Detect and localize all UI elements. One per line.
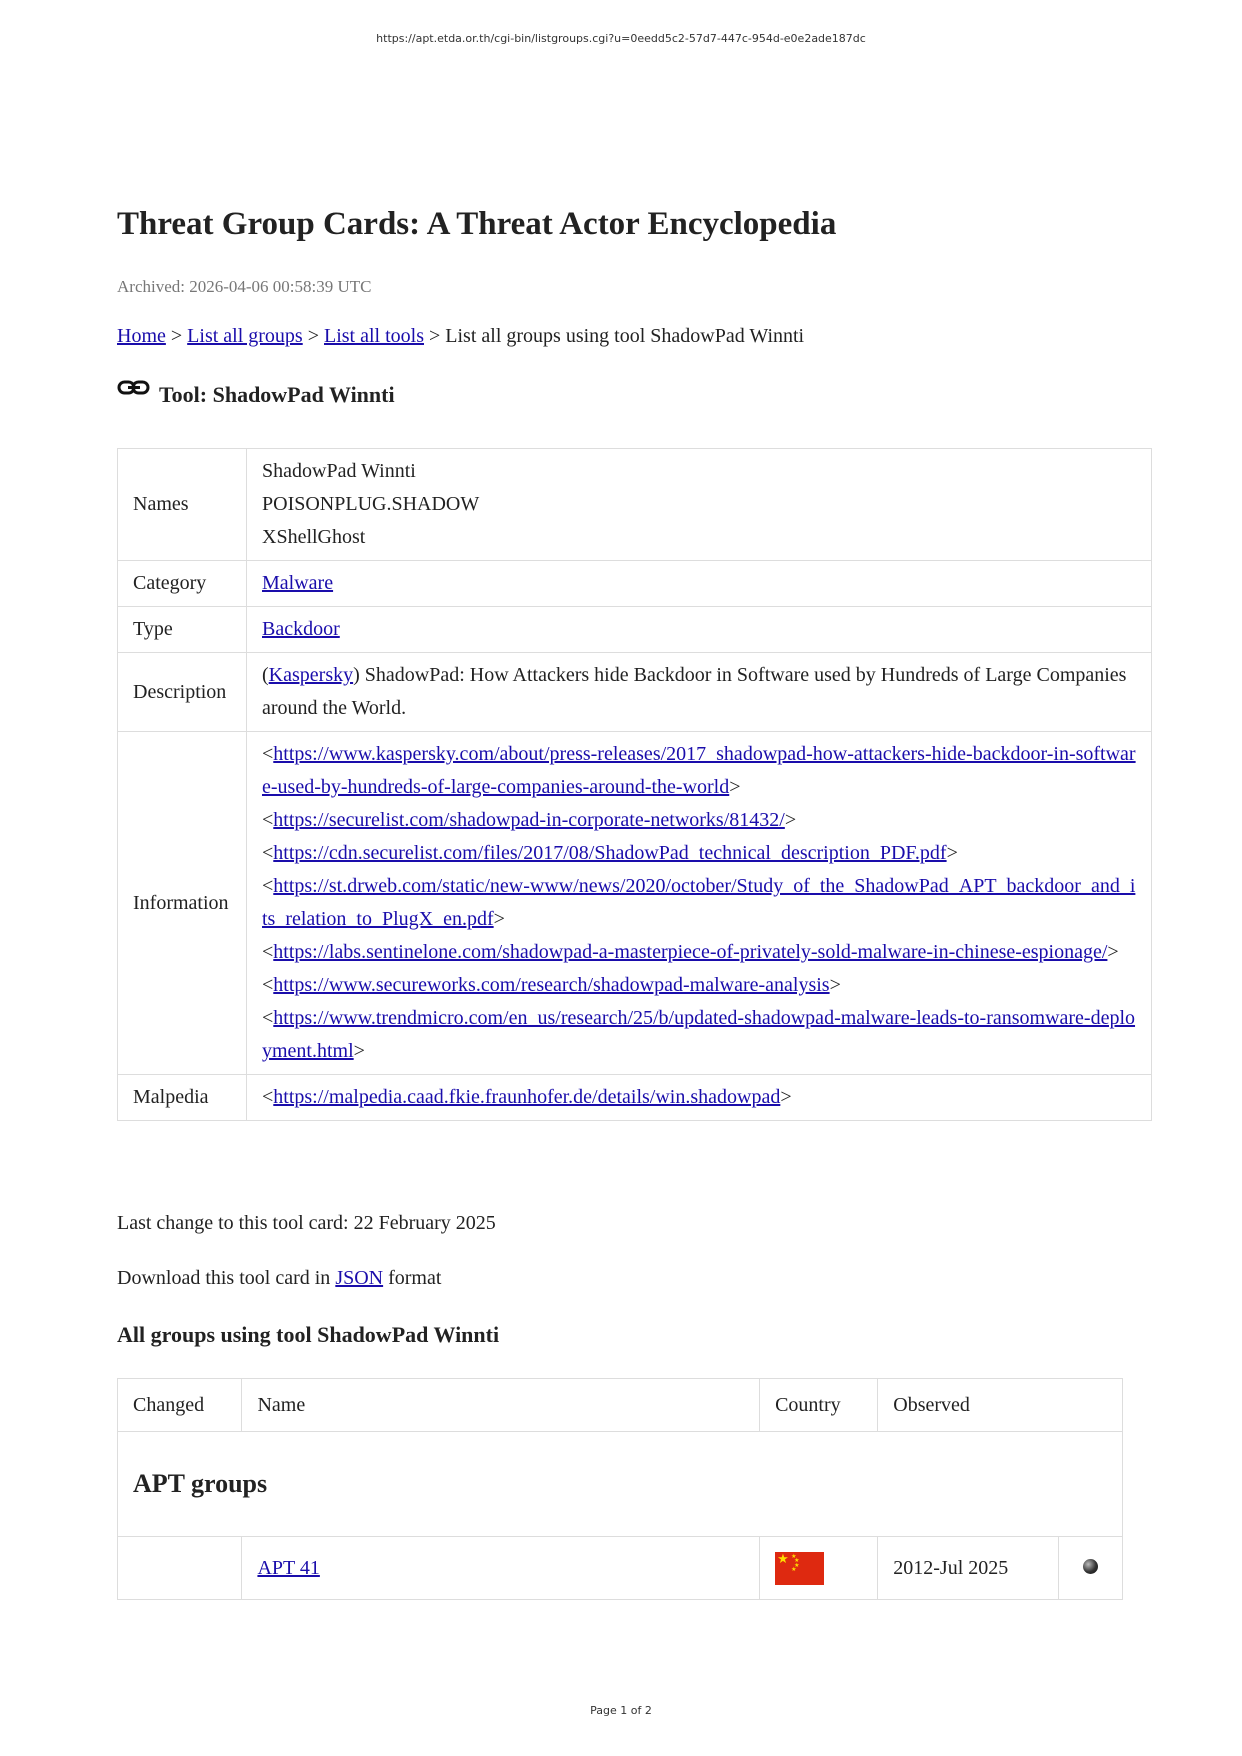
china-flag-icon: ★ ★ ★ ★ ★ <box>775 1552 824 1585</box>
information-link-item: <https://www.kaspersky.com/about/press-releases/2017_shadowpad-how-attackers-hide-backdoor-in-software-used-by-hundreds-of-large-companies-around-the-world> <box>262 743 1136 798</box>
information-link-item: <https://st.drweb.com/static/new-www/news/2020/october/Study_of_the_ShadowPad_APT_backdoor_and_its_relation_to_PlugX_en.pdf> <box>262 875 1136 930</box>
information-link-item: <https://labs.sentinelone.com/shadowpad-a-masterpiece-of-privately-sold-malware-in-chinese-espionage/> <box>262 941 1119 963</box>
names-row <box>118 449 1152 561</box>
tool-name: XShellGhost <box>262 526 366 548</box>
download-text-after: format <box>383 1267 442 1289</box>
tool-heading-text: Tool: ShadowPad Winnti <box>159 382 395 407</box>
information-links <box>247 732 1152 1075</box>
download-text-before: Download this tool card in <box>117 1267 336 1289</box>
tool-name: ShadowPad Winnti <box>262 460 416 482</box>
groups-heading: All groups using tool ShadowPad Winnti <box>117 1322 500 1347</box>
names-value <box>247 449 1152 561</box>
description-source-link[interactable]: Kaspersky <box>268 664 354 686</box>
information-link[interactable]: https://www.trendmicro.com/en_us/research/25/b/updated-shadowpad-malware-leads-to-ransomware-deployment.html <box>262 1007 1136 1062</box>
link-icon <box>117 379 151 399</box>
tool-heading <box>117 382 395 408</box>
description-paren: ( <box>262 664 269 686</box>
download-line <box>117 1267 441 1290</box>
group-name-link[interactable]: APT 41 <box>257 1556 320 1579</box>
breadcrumb-groups-link[interactable]: List all groups <box>187 325 303 347</box>
information-link[interactable]: https://st.drweb.com/static/new-www/news/2020/october/Study_of_the_ShadowPad_APT_backdoor_and_its_relation_to_PlugX_en.pdf <box>262 875 1136 930</box>
information-link[interactable]: https://cdn.securelist.com/files/2017/08/ShadowPad_technical_description_PDF.pdf <box>273 842 947 864</box>
information-label: Information <box>118 732 247 1075</box>
description-value <box>247 653 1152 732</box>
breadcrumb-separator: > <box>165 325 188 347</box>
page-url-header: https://apt.etda.or.th/cgi-bin/listgroups.cgi?u=0eedd5c2-57d7-447c-954d-e0e2ade187dc <box>376 32 866 45</box>
black-orb-icon <box>1083 1559 1098 1574</box>
row-observed: 2012-Jul 2025 <box>878 1537 1059 1600</box>
apt-groups-section-title: APT groups <box>133 1469 268 1498</box>
page-title: Threat Group Cards: A Threat Actor Encyclopedia <box>117 206 837 242</box>
last-change-text: Last change to this tool card: 22 February 2025 <box>117 1212 496 1234</box>
groups-table-header <box>118 1379 1123 1432</box>
malpedia-row <box>118 1075 1152 1121</box>
malpedia-value: <https://malpedia.caad.fkie.fraunhofer.de/details/win.shadowpad> <box>247 1075 1152 1121</box>
information-link[interactable]: https://www.secureworks.com/research/shadowpad-malware-analysis <box>273 974 830 996</box>
tool-card-table <box>117 448 1152 1121</box>
breadcrumb <box>117 325 804 348</box>
page-footer: Page 1 of 2 <box>590 1704 652 1717</box>
type-link[interactable]: Backdoor <box>262 618 340 640</box>
information-link[interactable]: https://securelist.com/shadowpad-in-corporate-networks/81432/ <box>273 809 785 831</box>
type-row <box>118 607 1152 653</box>
apt-groups-section-row <box>118 1432 1123 1537</box>
groups-table <box>117 1378 1123 1600</box>
breadcrumb-current: List all groups using tool ShadowPad Winnti <box>445 325 805 347</box>
archived-timestamp: Archived: 2026-04-06 00:58:39 UTC <box>117 277 372 296</box>
description-label: Description <box>118 653 247 732</box>
breadcrumb-home-link[interactable]: Home <box>117 325 166 347</box>
breadcrumb-separator: > <box>302 325 324 347</box>
description-row <box>118 653 1152 732</box>
header-country: Country <box>760 1379 878 1432</box>
row-observed-marker <box>1059 1537 1123 1600</box>
category-row <box>118 561 1152 607</box>
information-link-item: <https://cdn.securelist.com/files/2017/08/ShadowPad_technical_description_PDF.pdf> <box>262 842 958 864</box>
breadcrumb-tools-link[interactable]: List all tools <box>324 325 424 347</box>
information-link-item: <https://www.trendmicro.com/en_us/research/25/b/updated-shadowpad-malware-leads-to-ransomware-deployment.html> <box>262 1007 1136 1062</box>
json-download-link[interactable]: JSON <box>335 1267 384 1289</box>
header-observed: Observed <box>878 1379 1123 1432</box>
table-row <box>118 1537 1123 1600</box>
names-label: Names <box>118 449 247 561</box>
tool-name: POISONPLUG.SHADOW <box>262 493 480 515</box>
header-name: Name <box>242 1379 760 1432</box>
malpedia-link[interactable]: https://malpedia.caad.fkie.fraunhofer.de/details/win.shadowpad <box>273 1086 781 1108</box>
breadcrumb-separator: > <box>424 325 446 347</box>
information-link[interactable]: https://www.kaspersky.com/about/press-releases/2017_shadowpad-how-attackers-hide-backdoor-in-software-used-by-hundreds-of-large-companies-around-the-world <box>262 743 1136 798</box>
category-link[interactable]: Malware <box>262 572 334 594</box>
information-link[interactable]: https://labs.sentinelone.com/shadowpad-a-masterpiece-of-privately-sold-malware-in-chinese-espionage/ <box>273 941 1108 963</box>
header-changed: Changed <box>118 1379 242 1432</box>
malpedia-label: Malpedia <box>118 1075 247 1121</box>
information-link-item: <https://www.secureworks.com/research/shadowpad-malware-analysis> <box>262 974 841 996</box>
description-text: ) ShadowPad: How Attackers hide Backdoor in Software used by Hundreds of Large Companies around the World. <box>262 664 1127 719</box>
category-label: Category <box>118 561 247 607</box>
information-link-item: <https://securelist.com/shadowpad-in-corporate-networks/81432/> <box>262 809 797 831</box>
row-changed <box>118 1537 242 1600</box>
row-country <box>760 1537 878 1600</box>
type-label: Type <box>118 607 247 653</box>
information-row <box>118 732 1152 1075</box>
